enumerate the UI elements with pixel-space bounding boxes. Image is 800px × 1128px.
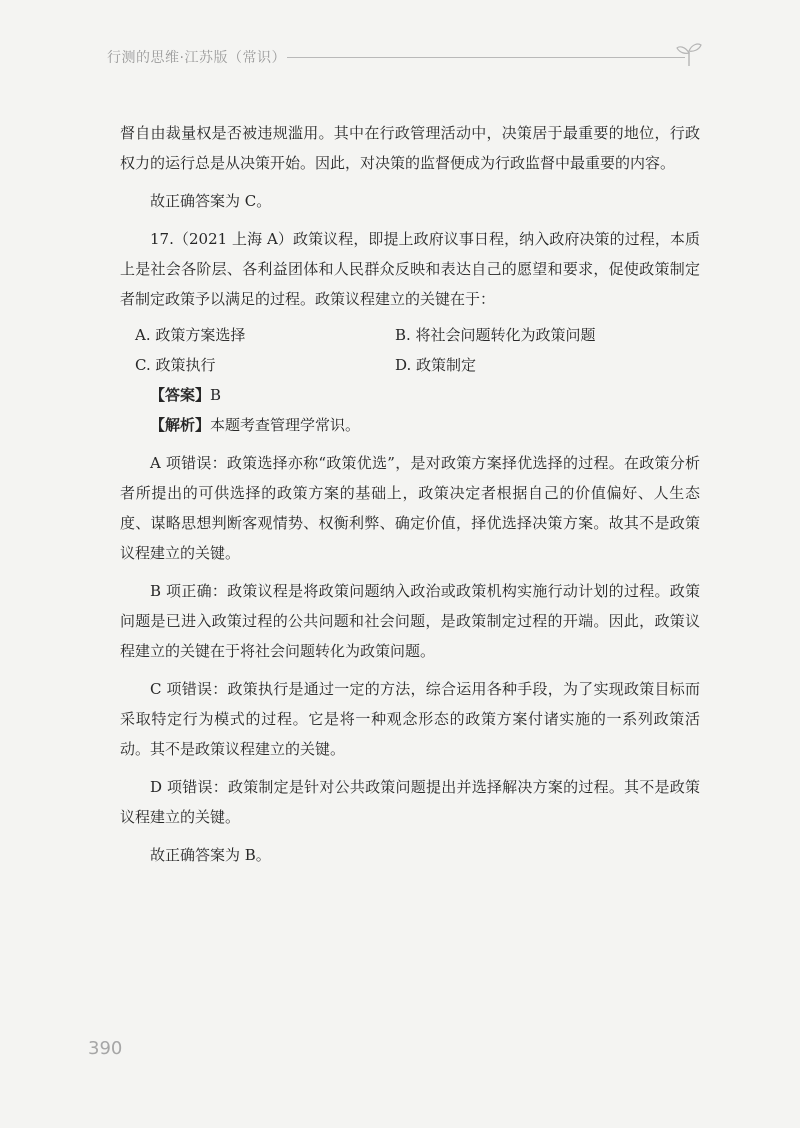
header-rule: [287, 57, 685, 58]
answer-line: [120, 380, 700, 410]
option-c: C. 政策执行: [135, 356, 216, 374]
option-list: [120, 320, 700, 380]
analysis-label: 【解析】: [150, 416, 211, 434]
analysis-intro: 本题考查管理学常识。: [210, 416, 361, 434]
explanation-b: B 项正确：政策议程是将政策问题纳入政治或政策机构实施行动计划的过程。政策问题是已进入政策过程的公共问题和社会问题，是政策制定过程的开端。因此，政策议程建立的关键在于将社会问题转化为政策问题。: [120, 582, 700, 660]
explanation-c: C 项错误：政策执行是通过一定的方法，综合运用各种手段，为了实现政策目标而采取特定行为模式的过程。它是将一种观念形态的政策方案付诸实施的一系列政策活动。其不是政策议程建立的关键。: [120, 680, 700, 758]
header-title: 行测的思维·江苏版（常识）: [107, 50, 286, 66]
answer-value: B: [210, 386, 222, 404]
page-content: [120, 118, 700, 870]
question-stem: 17.（2021 上海 A）政策议程，即提上政府议事日程，纳入政府决策的过程，本质上是社会各阶层、各利益团体和人民群众反映和表达自己的愿望和要求，促使政策制定者制定政策予以满足的过程。政策议程建立的关键在于：: [120, 230, 700, 308]
explanation-d: D 项错误：政策制定是针对公共政策问题提出并选择解决方案的过程。其不是政策议程建立的关键。: [120, 778, 700, 826]
sprout-icon: [675, 40, 703, 68]
previous-answer: 故正确答案为 C。: [150, 192, 272, 210]
final-answer: 故正确答案为 B。: [150, 846, 271, 864]
explanation-a: A 项错误：政策选择亦称“政策优选”，是对政策方案择优选择的过程。在政策分析者所提出的可供选择的政策方案的基础上，政策决定者根据自己的价值偏好、人生态度、谋略思想判断客观情势、权衡利弊、确定价值，择优选择决策方案。故其不是政策议程建立的关键。: [120, 454, 700, 562]
option-d: D. 政策制定: [395, 356, 477, 374]
intro-paragraph: 督自由裁量权是否被违规滥用。其中在行政管理活动中，决策居于最重要的地位，行政权力的运行总是从决策开始。因此，对决策的监督便成为行政监督中最重要的内容。: [120, 124, 700, 172]
answer-label: 【答案】: [150, 386, 211, 404]
running-header: [107, 40, 707, 80]
page-number: 390: [88, 1038, 123, 1059]
option-a: A. 政策方案选择: [135, 326, 246, 344]
option-b: B. 将社会问题转化为政策问题: [395, 326, 596, 344]
analysis-line: [120, 410, 700, 440]
